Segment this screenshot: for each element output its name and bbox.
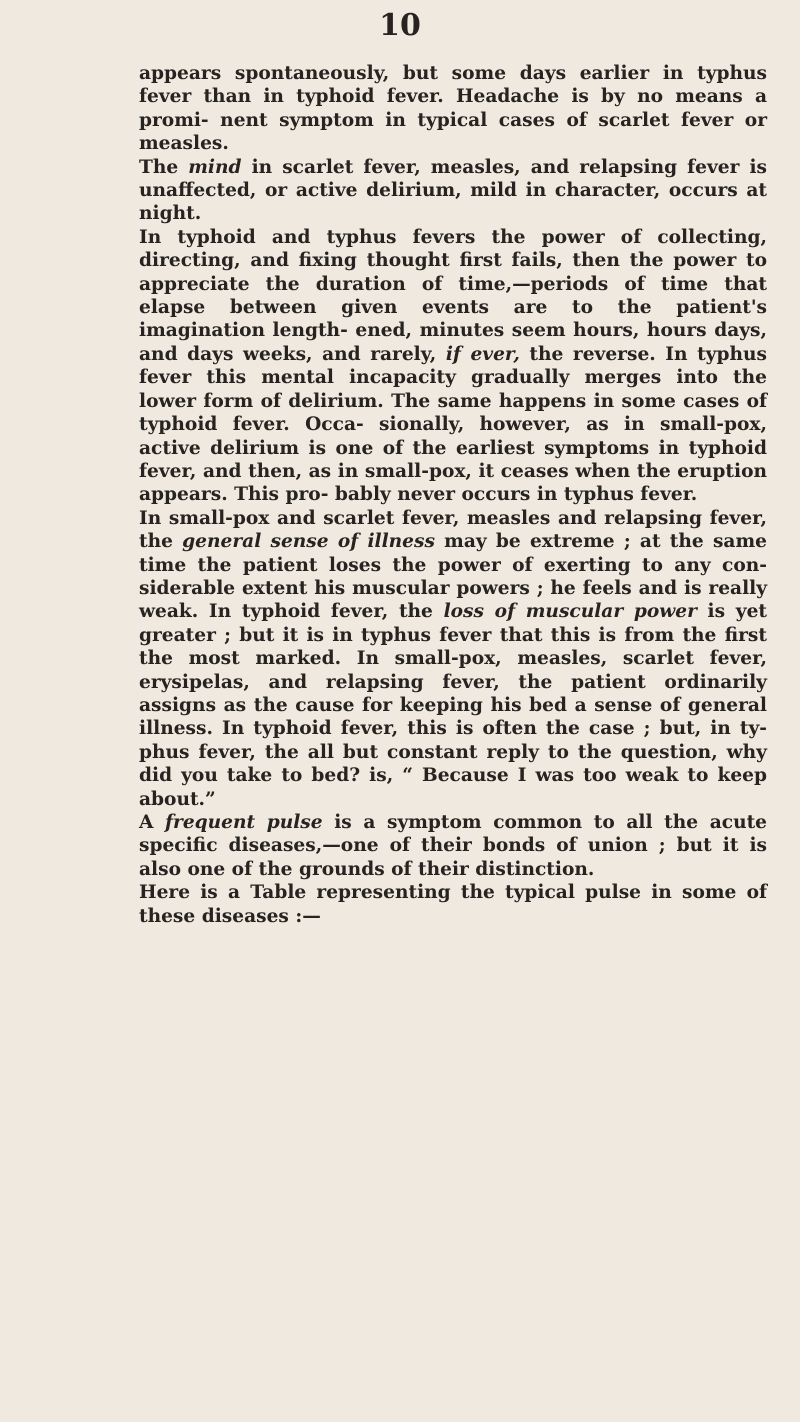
paragraph — [139, 62, 767, 156]
text-run: A — [139, 812, 166, 833]
italic-phrase: frequent pulse — [165, 812, 323, 833]
text-run: is a symptom common to all the acute specific diseases,—one of their bonds of union ; but it is also one of the grounds of their distinction. — [139, 812, 768, 880]
text-run: may be extreme ; at the same time the patient loses the power of exerting to any con- siderable extent his muscular powers ; he feels and is really weak. In typhoid fever, the — [139, 531, 767, 623]
page-number: 10 — [379, 8, 421, 43]
paragraph — [139, 156, 767, 226]
text-run: appears spontaneously, but some days earlier in typhus fever than in typhoid fever. Headache is by no means a promi- nent symptom in typical cases of scarlet fever or measles. — [139, 63, 767, 155]
text-run: In typhoid and typhus fevers the power of collecting, directing, and fixing thought first fails, then the power to appreciate the duration of time,—periods of time that elapse between given events are to the patient's imagination length- ened, minutes seem hours, hours days, and days weeks, and rarely, — [139, 226, 767, 365]
italic-phrase: loss of muscular power — [443, 601, 697, 623]
paragraph — [139, 226, 767, 507]
text-run: in scarlet fever, measles, and relapsing fever is unaffected, or active delirium, mild in character, occurs at night. — [139, 156, 767, 225]
text-run: In small-pox and scarlet fever, measles and relapsing fever, the — [139, 507, 767, 553]
text-run: is yet greater ; but it is in typhus fever that this is from the first the most marked. In small-pox, measles, scarlet fever, erysipelas, and relapsing fever, the patient ordinarily assigns as the cause for keeping his bed a sense of general illness. In typhoid fever, this is often the case ; but, in ty- phus fever, the all but constant reply to the question, why did you take to bed? is, “ Because I was too weak to keep about.” — [139, 601, 767, 810]
paragraph — [139, 811, 767, 881]
text-run: The — [139, 156, 189, 178]
body-text — [139, 62, 767, 928]
text-run: the reverse. In typhus fever this mental incapacity gradually merges into the lower form of delirium. The same happens in some cases of typhoid fever. Occa- sionally, however, as in small-pox, active delirium is one of the earliest symptoms in typhoid fever, and then, as in small-pox, it ceases when the eruption appears. This pro- bably never occurs in typhus fever. — [139, 343, 767, 506]
paragraph — [139, 881, 767, 928]
italic-phrase: general sense of illness — [182, 531, 435, 553]
text-run: Here is a Table representing the typical pulse in some of these diseases :— — [139, 882, 767, 927]
italic-phrase: mind — [188, 156, 242, 178]
italic-phrase: if ever, — [445, 343, 520, 365]
paragraph — [139, 507, 767, 811]
